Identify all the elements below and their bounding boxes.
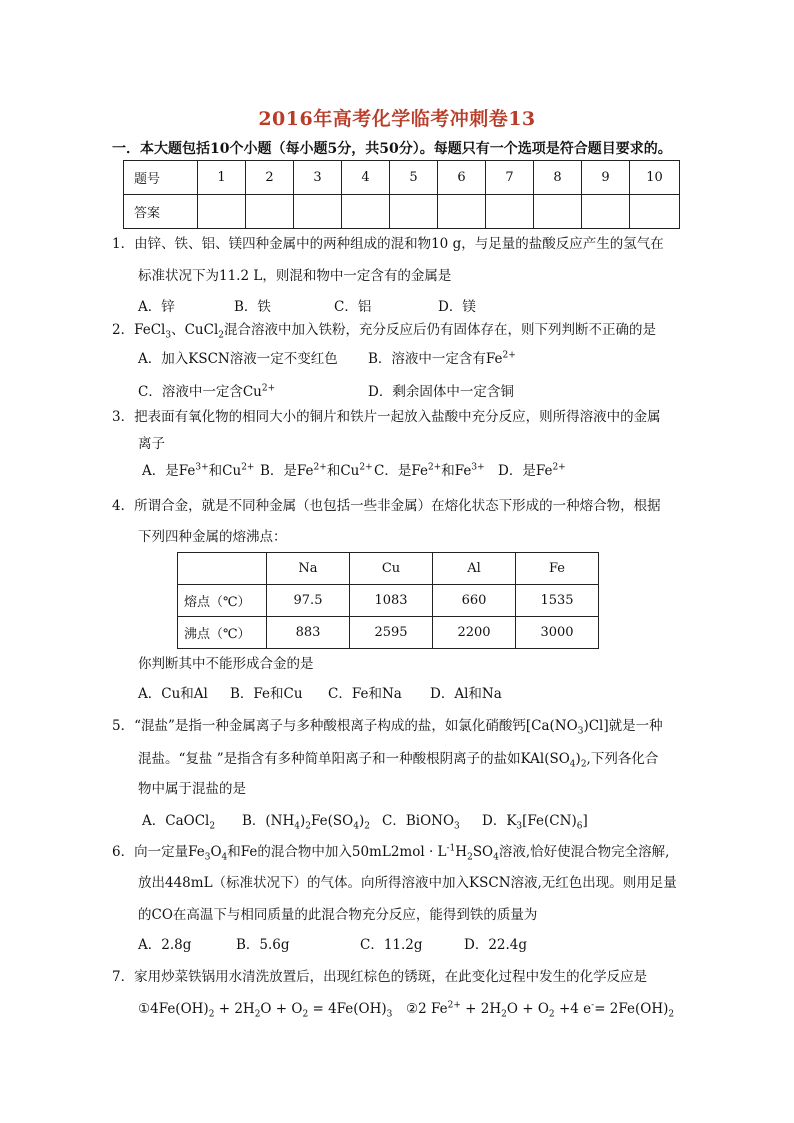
question-text-line: 标准状况下为11.2 L，则混和物中一定含有的金属是 xyxy=(138,268,452,284)
question-text-line: 放出448mL（标准状况下）的气体。向所得溶液中加入KSCN溶液,无红色出现。则用足量 xyxy=(138,875,677,891)
subscript: 2 xyxy=(218,330,224,341)
answer-cell[interactable] xyxy=(246,195,294,229)
question-text: FeCl xyxy=(134,322,166,338)
option-text: ] xyxy=(582,813,588,829)
subscript: 2 xyxy=(668,1009,675,1020)
superscript: 3+ xyxy=(195,462,209,473)
answer-cell[interactable] xyxy=(438,195,486,229)
question-number-cell: 3 xyxy=(294,161,342,195)
melting-point-label: 熔点（℃） xyxy=(178,585,267,617)
option-d[interactable]: D．Al和Na xyxy=(430,686,502,702)
question-text: 、CuCl xyxy=(171,322,219,338)
table-row xyxy=(178,553,599,585)
metal-header-cell: Al xyxy=(433,553,516,585)
metal-header-cell: Cu xyxy=(350,553,433,585)
question-number-header: 题号 xyxy=(124,161,198,195)
question-7 xyxy=(112,967,647,987)
reaction-text: + 2H xyxy=(214,1001,255,1017)
option-text: [Fe(CN) xyxy=(522,813,577,829)
subscript: 2 xyxy=(209,821,216,832)
option-a[interactable]: A．2.8g xyxy=(138,937,192,953)
question-text: 把表面有氧化物的相同大小的铜片和铁片一起放入盐酸中充分反应，则所得溶液中的金属 xyxy=(134,409,661,425)
superscript: 2+ xyxy=(502,350,516,361)
question-text-line: 离子 xyxy=(138,436,165,452)
reaction-text: = 4Fe(OH) xyxy=(308,1001,387,1017)
question-number-cell: 10 xyxy=(630,161,680,195)
option-c[interactable]: C．11.2g xyxy=(360,937,423,953)
page-title: 2016年高考化学临考冲刺卷13 xyxy=(258,108,536,130)
options-row xyxy=(138,935,527,955)
answer-cell[interactable] xyxy=(534,195,582,229)
question-number: 3． xyxy=(112,409,135,425)
option-a[interactable]: A．Cu和Al xyxy=(138,686,208,702)
options-row xyxy=(142,461,566,481)
option-text: Fe(SO xyxy=(311,813,354,829)
question-text: 溶液,恰好使混合物完全溶解, xyxy=(498,844,670,860)
superscript: 2+ xyxy=(427,462,442,473)
option-a[interactable]: A．加入KSCN溶液一定不变红色 xyxy=(138,351,338,367)
option-d[interactable] xyxy=(482,811,588,831)
superscript: - xyxy=(591,1000,595,1011)
question-text: 和Fe的混合物中加入50mL2mol · L xyxy=(227,844,447,860)
subscript: 2 xyxy=(364,821,370,832)
subscript: 6 xyxy=(576,821,583,832)
subscript: 4 xyxy=(569,759,576,770)
metal-header-cell: Na xyxy=(267,553,350,585)
option-text: A．是Fe xyxy=(142,463,196,479)
table-cell: 1083 xyxy=(350,585,433,617)
option-text: C．是Fe xyxy=(374,463,428,479)
subscript: 3 xyxy=(204,852,211,863)
option-text: ) xyxy=(358,813,365,829)
question-number-cell: 7 xyxy=(486,161,534,195)
question-4 xyxy=(112,496,661,516)
superscript: 2+ xyxy=(313,462,327,473)
option-d[interactable]: D．剩余固体中一定含铜 xyxy=(368,384,514,400)
question-text: 混合溶液中加入铁粉，充分反应后仍有固体存在，则下列判断不正确的是 xyxy=(224,322,656,338)
question-5 xyxy=(112,716,663,736)
question-number-cell: 9 xyxy=(582,161,630,195)
question-text-line: 下列四种金属的熔沸点： xyxy=(138,529,287,545)
subscript: 4 xyxy=(221,852,228,863)
option-text: B．是Fe xyxy=(260,463,314,479)
question-number: 2． xyxy=(112,322,135,338)
question-number-cell: 4 xyxy=(342,161,390,195)
option-b[interactable]: B．铁 xyxy=(234,299,271,315)
option-b[interactable]: B．5.6g xyxy=(236,937,290,953)
reaction-text: +4 e xyxy=(554,1001,592,1017)
option-text: ) xyxy=(300,813,306,829)
table-cell: 97.5 xyxy=(267,585,350,617)
subscript: 2 xyxy=(548,1009,555,1020)
question-text: SO xyxy=(472,844,494,860)
answer-table xyxy=(123,160,680,229)
question-text-line: 物中属于混盐的是 xyxy=(138,781,246,797)
table-row xyxy=(178,617,599,649)
question-3 xyxy=(112,407,661,427)
reaction-1 xyxy=(138,999,406,1019)
reaction-text: O + O xyxy=(260,1001,303,1017)
subscript: 3 xyxy=(165,330,172,341)
subscript: 4 xyxy=(294,821,301,832)
question-text: 所谓合金，就是不同种金属（也包括一些非金属）在熔化状态下形成的一种熔合物，根据 xyxy=(134,498,661,514)
table-cell: 883 xyxy=(267,617,350,649)
answer-cell[interactable] xyxy=(294,195,342,229)
reaction-text: ②2 Fe xyxy=(406,1001,448,1017)
options-row xyxy=(138,297,476,317)
question-text: 混盐。“复盐 ”是指含有多种简单阳离子和一种酸根阴离子的盐如KAl(SO xyxy=(138,751,570,767)
option-text: D．K xyxy=(482,813,517,829)
subscript: 2 xyxy=(302,1009,309,1020)
table-cell: 660 xyxy=(433,585,516,617)
answer-cell[interactable] xyxy=(198,195,246,229)
question-text: O xyxy=(210,844,222,860)
question-number-cell: 6 xyxy=(438,161,486,195)
reaction-text: O + O xyxy=(506,1001,549,1017)
section-heading: 一．本大题包括10个小题（每小题5分，共50分）。每题只有一个选项是符合题目要求的。 xyxy=(112,141,672,157)
option-c[interactable]: C．Fe和Na xyxy=(328,686,402,702)
answer-cell[interactable] xyxy=(486,195,534,229)
options-row xyxy=(138,684,502,704)
question-number: 4． xyxy=(112,498,135,514)
option-a[interactable] xyxy=(142,811,242,831)
subscript: 2 xyxy=(305,821,312,832)
option-text: B．(NH xyxy=(242,813,295,829)
option-c[interactable]: C．铝 xyxy=(334,299,372,315)
subscript: 3 xyxy=(577,726,584,737)
option-text: A．CaOCl xyxy=(142,813,210,829)
subscript: 2 xyxy=(208,1009,215,1020)
subscript: 3 xyxy=(516,821,523,832)
option-b[interactable] xyxy=(260,461,374,481)
option-a[interactable]: A．锌 xyxy=(138,299,175,315)
question-text: H xyxy=(455,844,468,860)
reactions-row xyxy=(138,999,674,1019)
question-text-line: 的CO在高温下与相同质量的此混合物充分反应，能得到铁的质量为 xyxy=(138,907,538,923)
question-number: 5． xyxy=(112,718,135,734)
subscript: 2 xyxy=(467,852,473,863)
option-b[interactable]: B．Fe和Cu xyxy=(230,686,303,702)
option-c[interactable] xyxy=(138,382,368,402)
question-text: 由锌、铁、铝、镁四种金属中的两种组成的混和物10 g，与足量的盐酸反应产生的氢气在 xyxy=(134,236,664,252)
superscript: -1 xyxy=(446,843,456,854)
question-number-cell: 1 xyxy=(198,161,246,195)
question-text: ,下列各化合 xyxy=(586,751,659,767)
question-text: “混盐”是指一种金属离子与多种酸根离子构成的盐，如氯化硝酸钙[Ca(NO xyxy=(134,718,578,734)
option-text: C．BiONO xyxy=(382,813,455,829)
option-text: D．是Fe xyxy=(498,463,553,479)
option-c[interactable] xyxy=(374,461,498,481)
option-c[interactable] xyxy=(382,811,482,831)
boiling-point-label: 沸点（℃） xyxy=(178,617,267,649)
question-number: 6． xyxy=(112,844,135,860)
melting-boiling-table xyxy=(177,552,599,649)
question-6 xyxy=(112,842,669,862)
question-text-line: 你判断其中不能形成合金的是 xyxy=(138,656,314,672)
subscript: 3 xyxy=(454,821,460,832)
question-text: ) xyxy=(575,751,581,767)
question-text-line xyxy=(138,749,658,769)
table-cell: 1535 xyxy=(516,585,599,617)
subscript: 4 xyxy=(353,821,359,832)
subscript: 2 xyxy=(254,1009,261,1020)
options-row xyxy=(138,349,516,369)
question-text: )Cl]就是一种 xyxy=(583,718,663,734)
table-cell: 3000 xyxy=(516,617,599,649)
superscript: 2+ xyxy=(261,383,276,394)
subscript: 2 xyxy=(580,759,587,770)
question-number: 1． xyxy=(112,236,135,252)
superscript: 2+ xyxy=(241,462,255,473)
options-row xyxy=(138,382,514,402)
answer-header: 答案 xyxy=(124,195,198,229)
question-2 xyxy=(112,320,656,340)
option-b[interactable] xyxy=(368,349,516,369)
subscript: 2 xyxy=(501,1009,507,1020)
table-row xyxy=(124,195,680,229)
reaction-2 xyxy=(406,999,674,1019)
question-number-cell: 5 xyxy=(390,161,438,195)
table-row xyxy=(178,585,599,617)
answer-cell[interactable] xyxy=(390,195,438,229)
options-row xyxy=(142,811,588,831)
option-d[interactable] xyxy=(498,461,566,481)
answer-cell[interactable] xyxy=(630,195,680,229)
reaction-text: + 2H xyxy=(460,1001,502,1017)
option-text: 和Fe xyxy=(441,463,472,479)
option-a[interactable] xyxy=(142,461,260,481)
question-text: 向一定量Fe xyxy=(134,844,205,860)
superscript: 3+ xyxy=(471,462,485,473)
subscript: 4 xyxy=(493,852,499,863)
option-text: C．溶液中一定含Cu xyxy=(138,384,262,400)
option-d[interactable]: D．镁 xyxy=(438,299,476,315)
question-1 xyxy=(112,234,664,254)
option-b[interactable] xyxy=(242,811,382,831)
answer-cell[interactable] xyxy=(342,195,390,229)
table-corner-cell xyxy=(178,553,267,585)
table-row xyxy=(124,161,680,195)
superscript: 2+ xyxy=(359,462,373,473)
question-text: 家用炒菜铁锅用水清洗放置后，出现红棕色的锈斑，在此变化过程中发生的化学反应是 xyxy=(134,969,648,985)
reaction-text: = 2Fe(OH) xyxy=(594,1001,669,1017)
option-text: B．溶液中一定含有Fe xyxy=(368,351,503,367)
reaction-text: ①4Fe(OH) xyxy=(138,1001,209,1017)
option-text: 和Cu xyxy=(326,463,360,479)
table-cell: 2595 xyxy=(350,617,433,649)
superscript: 2+ xyxy=(447,1000,461,1011)
subscript: 3 xyxy=(386,1009,393,1020)
option-text: 和Cu xyxy=(208,463,242,479)
question-number: 7． xyxy=(112,969,135,985)
question-number-cell: 2 xyxy=(246,161,294,195)
table-cell: 2200 xyxy=(433,617,516,649)
question-number-cell: 8 xyxy=(534,161,582,195)
metal-header-cell: Fe xyxy=(516,553,599,585)
superscript: 2+ xyxy=(552,462,566,473)
option-d[interactable]: D．22.4g xyxy=(464,937,528,953)
answer-cell[interactable] xyxy=(582,195,630,229)
